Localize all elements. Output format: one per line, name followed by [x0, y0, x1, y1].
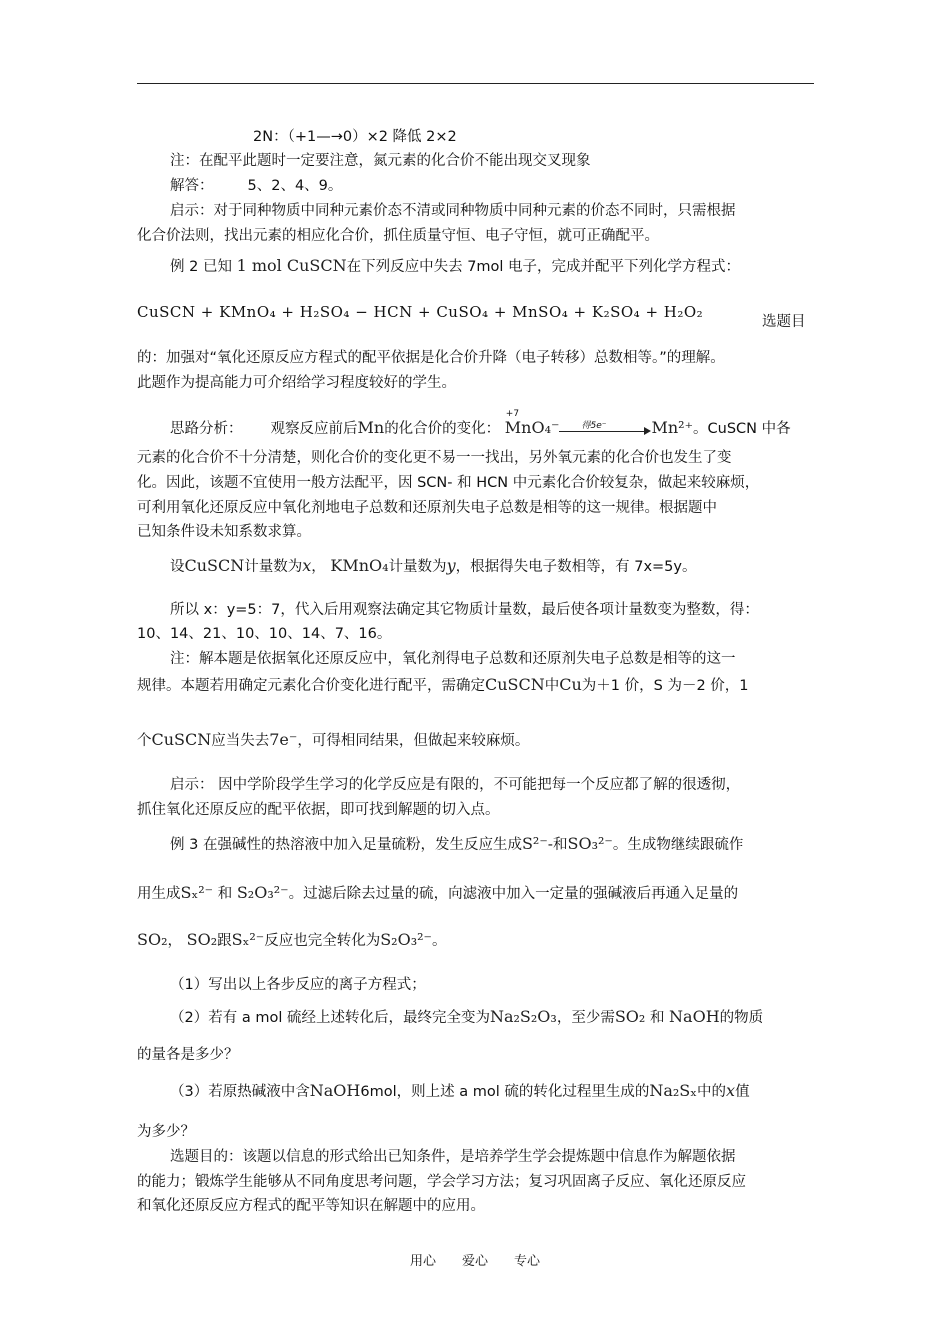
text-line: 启示： 因中学阶段学生学习的化学反应是有限的，不可能把每一个反应都了解的很透彻，	[170, 777, 741, 793]
text-line: 选题目	[762, 314, 806, 330]
text-line: 的量各是多少？	[137, 1047, 239, 1063]
formula: 7e⁻	[269, 730, 298, 749]
text-line: 化。因此，该题不宜使用一般方法配平，因 SCN- 和 HCN 中元素化合价较复杂，做起来较麻烦，	[137, 475, 760, 491]
text-line: （3）若原热碱液中含NaOH6mol，则上述 a mol 硫的转化过程里生成的Na₂Sₓ中的x值	[170, 1081, 750, 1100]
text-line: 注：在配平此题时一定要注意，氮元素的化合价不能出现交叉现象	[170, 153, 591, 169]
formula: SO₃²⁻	[567, 834, 613, 853]
reaction-arrow: 得5e⁻	[559, 422, 651, 436]
text-line: 个CuSCN应当失去7e⁻，可得相同结果，但做起来较麻烦。	[137, 730, 530, 749]
formula: Sₓ²⁻	[180, 883, 214, 902]
text-line: 例 2 已知 1 mol CuSCN在下列反应中失去 7mol 电子，完成并配平下列化学方程式：	[170, 256, 741, 275]
formula: Mn²⁺	[651, 418, 694, 437]
formula: CuSCN	[151, 730, 212, 749]
variable-y: y	[446, 556, 456, 575]
text-line: 10、14、21、10、10、14、7、16。	[137, 626, 392, 642]
text-line: 已知条件设未知系数求算。	[137, 524, 311, 540]
text-line: 思路分析： 观察反应前后Mn的化合价的变化： +7 MnO₄⁻ 得5e⁻ Mn²⁺。CuSCN 中各	[170, 409, 791, 437]
formula: SO₂	[137, 930, 168, 949]
formula: SO₂	[186, 930, 218, 949]
text-line: 此题作为提高能力可介绍给学习程度较好的学生。	[137, 375, 456, 391]
text-line: 和氧化还原反应方程式的配平等知识在解题中的应用。	[137, 1198, 485, 1214]
header-rule	[137, 83, 814, 84]
formula: MnO₄⁻	[504, 418, 560, 437]
formula: Na₂S₂O₃	[489, 1007, 557, 1026]
text-line: 元素的化合价不十分清楚，则化合价的变化更不易一一找出，另外氧元素的化合价也发生了变	[137, 450, 732, 466]
text-line: 例 3 在强碱性的热溶液中加入足量硫粉，发生反应生成S²⁻-和SO₃²⁻。生成物继续跟硫作	[170, 834, 744, 853]
formula: CuSCN	[485, 675, 545, 694]
text-line: 用生成Sₓ²⁻ 和 S₂O₃²⁻。过滤后除去过量的硫，向滤液中加入一定量的强碱液后再通入足量的	[137, 883, 739, 902]
formula: Na₂Sₓ	[649, 1081, 698, 1100]
formula: S₂O₃²⁻	[380, 930, 432, 949]
text-line: 规律。本题若用确定元素化合价变化进行配平，需确定CuSCN中Cu为＋1 价，S 为－2 价，1	[137, 675, 749, 694]
formula: NaOH	[669, 1007, 720, 1026]
text-line: （1）写出以上各步反应的离子方程式；	[170, 977, 426, 993]
formula: S₂O₃²⁻	[236, 883, 289, 902]
text-line: 设CuSCN计量数为x， KMnO₄计量数为y，根据得失电子数相等，有 7x=5y。	[170, 556, 697, 575]
text-line: 2N：（+1—→0）×2 降低 2×2	[253, 129, 457, 145]
formula: S²⁻	[521, 834, 548, 853]
text-line: 注：解本题是依据氧化还原反应中，氧化剂得电子总数和还原剂失电子总数是相等的这一	[170, 651, 736, 667]
formula: 1 mol CuSCN	[236, 256, 347, 275]
formula: KMnO₄	[330, 556, 389, 575]
formula: NaOH	[309, 1081, 361, 1100]
formula: CuSCN	[184, 556, 245, 575]
text-line: （2）若有 a mol 硫经上述转化后，最终完全变为Na₂S₂O₃，至少需SO₂ 和 NaOH的物质	[170, 1007, 764, 1026]
page-footer: 用心 爱心 专心	[409, 1254, 540, 1269]
text-line: 为多少？	[137, 1124, 195, 1140]
formula: SO₂	[614, 1007, 646, 1026]
text-line: 选题目的：该题以信息的形式给出已知条件，是培养学生学会提炼题中信息作为解题依据	[170, 1149, 736, 1165]
formula: Mn	[357, 418, 385, 437]
text-line: 抓住氧化还原反应的配平依据，即可找到解题的切入点。	[137, 802, 500, 818]
text-line: 化合价法则，找出元素的相应化合价，抓住质量守恒、电子守恒，就可正确配平。	[137, 228, 659, 244]
text-line: 启示：对于同种物质中同种元素价态不清或同种物质中同种元素的价态不同时，只需根据	[170, 203, 736, 219]
variable-x: x	[726, 1081, 736, 1100]
variable-x: x	[302, 556, 312, 575]
text-line: 可利用氧化还原反应中氧化剂地电子总数和还原剂失电子总数是相等的这一规律。根据题中	[137, 500, 717, 516]
formula: Cu	[559, 675, 582, 694]
text-line: 所以 x：y=5：7，代入后用观察法确定其它物质计量数，最后使各项计量数变为整数，得：	[170, 602, 759, 618]
text-line: SO₂， SO₂跟Sₓ²⁻反应也完全转化为S₂O₃²⁻。	[137, 930, 447, 949]
text-line: 解答： 5、2、4、9。	[170, 178, 343, 194]
formula: Sₓ²⁻	[231, 930, 265, 949]
chemical-equation: CuSCN + KMnO₄ + H₂SO₄ − HCN + CuSO₄ + MnSO₄ + K₂SO₄ + H₂O₂	[137, 303, 704, 321]
text-line: 的能力；锻炼学生能够从不同角度思考问题，学会学习方法；复习巩固离子反应、氧化还原反应	[137, 1174, 746, 1190]
text-line: 的：加强对“氧化还原反应方程式的配平依据是化合价升降（电子转移）总数相等。”的理解。	[137, 350, 725, 366]
